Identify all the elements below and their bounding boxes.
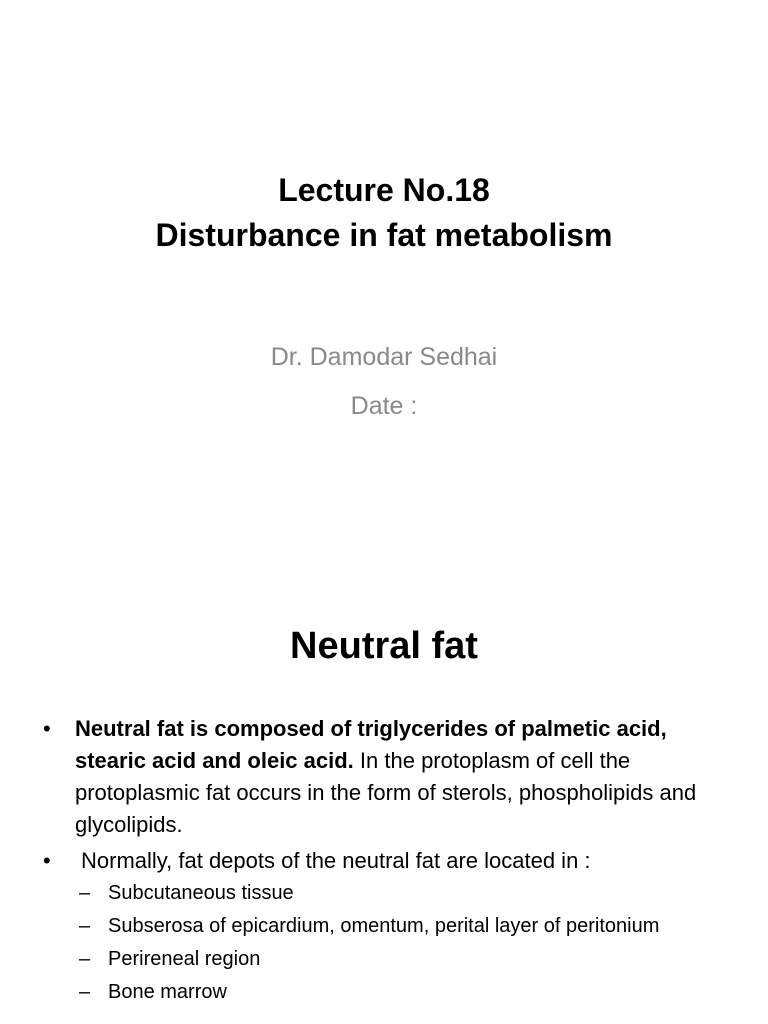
dash-icon: – [79,882,91,904]
bullet-text: Normally, fat depots of the neutral fat are located in : [81,848,591,873]
dash-icon: – [79,981,91,1003]
slide-subtitle [0,333,768,431]
sub-item-subcutaneous [75,879,730,907]
sub-bullet-list [75,879,730,1006]
section-title: Neutral fat [290,625,478,667]
dash-icon: – [79,948,91,970]
bullet-item-fat-depots [40,845,730,1006]
sub-item-text: Subserosa of epicardium, omentum, perital layer of peritonium [108,915,660,937]
date-label: Date : [350,392,418,420]
bullet-list [40,713,730,1011]
slide-title [0,168,768,258]
bullet-icon: • [43,716,51,741]
sub-item-text: Perireneal region [108,948,261,970]
sub-item-bone-marrow [75,978,730,1006]
sub-item-perireneal [75,945,730,973]
bullet-icon: • [43,848,51,873]
slide-neutral-fat [0,576,768,1024]
author-name: Dr. Damodar Sedhai [270,343,498,371]
bullet-bold-text: Neutral fat is composed of triglycerides of palmetic acid, stearic acid and oleic acid. [75,716,667,773]
sub-item-text: Subcutaneous tissue [108,882,294,904]
sub-item-text: Bone marrow [108,981,227,1003]
sub-item-subserosa [75,912,730,940]
lecture-number: Lecture No.18 [278,172,490,208]
lecture-topic: Disturbance in fat metabolism [155,217,613,253]
bullet-text: In the protoplasm of cell the protoplasmic fat occurs in the form of sterols, phospholipids and glycolipids. [75,748,697,837]
dash-icon: – [79,915,91,937]
bullet-item-composition [40,713,730,841]
